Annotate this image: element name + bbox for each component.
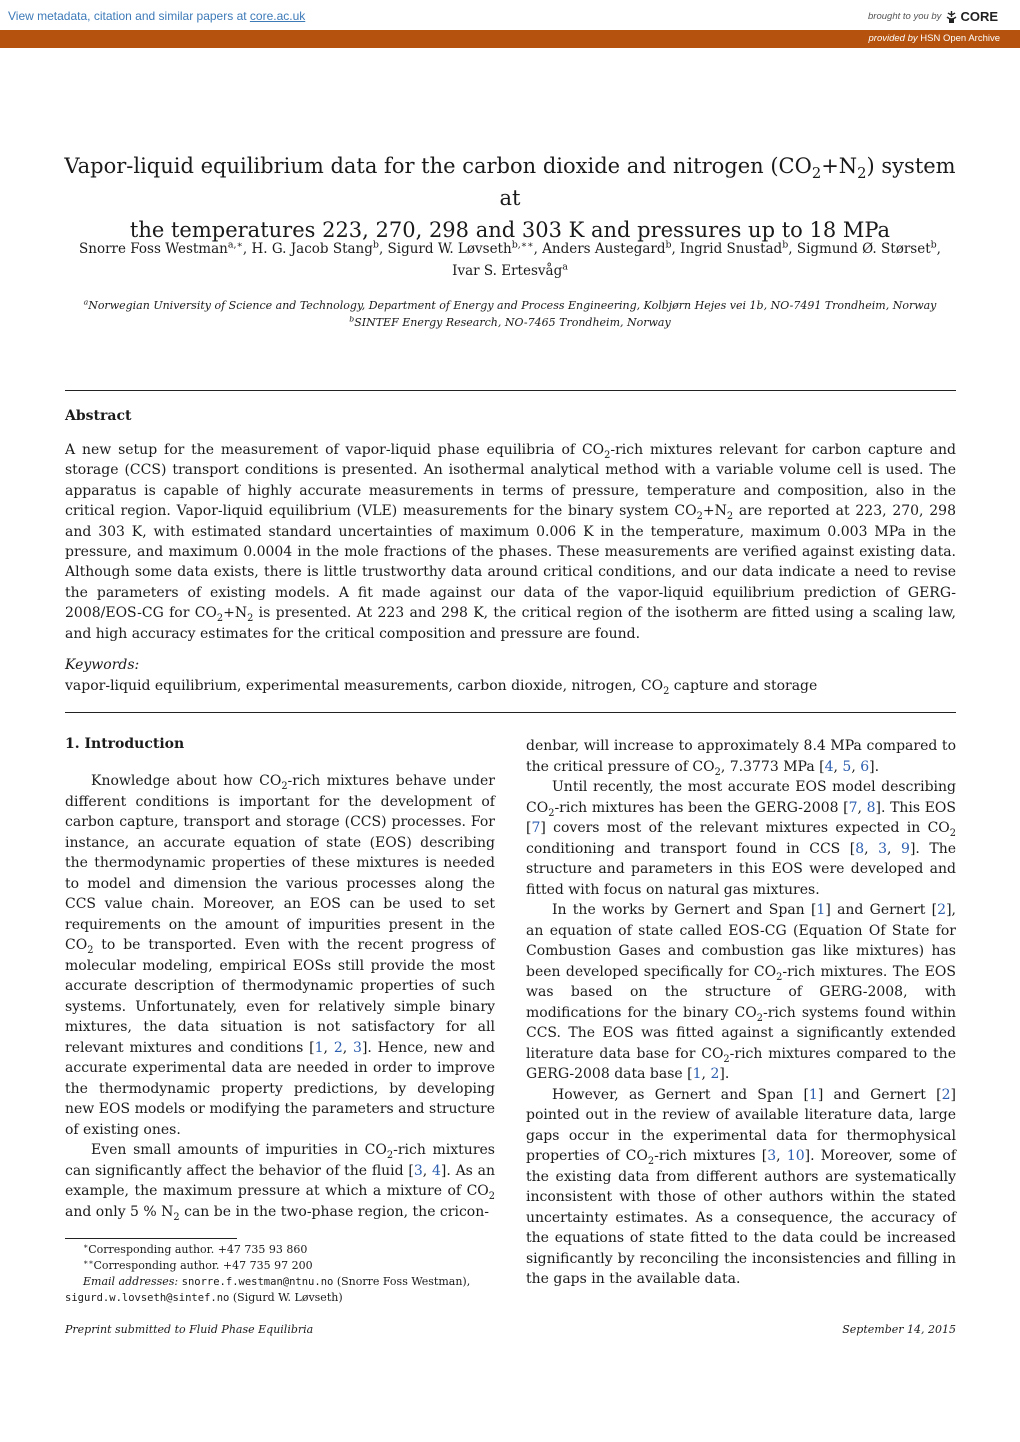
- core-logo-text: CORE: [960, 9, 998, 24]
- author: Snorre Foss Westman$^{a,∗}$,: [79, 239, 252, 257]
- divider: [65, 712, 956, 713]
- keywords-label: Keywords:: [65, 657, 140, 673]
- core-link[interactable]: core.ac.uk: [249, 9, 306, 23]
- footer-submission: Preprint submitted to Fluid Phase Equilibria: [65, 1323, 314, 1336]
- keywords-text: vapor-liquid equilibrium, experimental measurements, carbon dioxide, nitrogen, $CO_2$ capture and storage: [65, 678, 818, 697]
- affiliations: [60, 297, 960, 331]
- author: Sigurd W. Løvseth$^{b,∗∗}$,: [387, 239, 543, 257]
- author: Ivar S. Ertesvåg$^a$: [452, 261, 568, 279]
- brought-by-text: brought to you by: [868, 11, 942, 22]
- provided-by: [869, 33, 1001, 44]
- provided-by-source[interactable]: HSN Open Archive: [920, 33, 1000, 44]
- paper-title: Vapor-liquid equilibrium data for the carbon dioxide and nitrogen $(CO_2+N_2)$ system at the temperatures 223, 270, 298 and 303 K and pressures up to 18 MPa: [64, 154, 956, 242]
- abstract-heading: Abstract: [65, 408, 132, 424]
- author: Sigmund Ø. Størset$^b$,: [796, 239, 941, 257]
- footer-date: September 14, 2015: [842, 1323, 956, 1336]
- author: H. G. Jacob Stang$^b$,: [251, 239, 388, 257]
- footnote-emails: Email addresses: snorre.f.westman@ntnu.no (Snorre Foss Westman), sigurd.w.lovseth@sintef.no (Sigurd W. Løvseth): [65, 1275, 471, 1304]
- core-header: [0, 0, 1020, 30]
- footnote-rule: [65, 1238, 237, 1239]
- email-link[interactable]: snorre.f.westman@ntnu.no: [181, 1276, 334, 1288]
- affiliation: $^b$SINTEF Energy Research, NO-7465 Trondheim, Norway: [349, 314, 671, 329]
- core-brought-by: [868, 9, 998, 24]
- intro-left-column: [65, 771, 495, 1222]
- core-metadata-line: [8, 9, 305, 23]
- footnote: ∗Corresponding author. +47 735 93 860: [83, 1241, 308, 1256]
- core-logo[interactable]: [945, 9, 998, 24]
- core-provided-bar: [0, 30, 1020, 48]
- email-link[interactable]: sigurd.w.lovseth@sintef.no: [65, 1292, 230, 1304]
- paragraph: However, as Gernert and Span [1] and Gernert [2] pointed out in the review of available literature data, large gaps occur in the experimental data for thermophysical properties of $CO_2$-rich mixtures [3, 10]. Moreover, some of the existing data from different authors are systematically inconsistent with those of other authors within the stated uncertainty estimates. As a consequence, the accuracy of the equations of state fitted to the data could be increased significantly by reconciling the inconsistencies and filling in the gaps in the available data.: [526, 1086, 957, 1287]
- footnote: ∗∗Corresponding author. +47 735 97 200: [83, 1257, 313, 1272]
- divider: [65, 390, 956, 391]
- core-logo-icon: [945, 10, 958, 24]
- paragraph: Even small amounts of impurities in $CO_2$-rich mixtures can significantly affect the behavior of the fluid [3, 4]. As an example, the maximum pressure at which a mixture of $CO_2$ and only 5 % $N_2$ can be in the two-phase region, the cricon-: [65, 1142, 495, 1223]
- intro-right-column: [526, 736, 956, 1290]
- author: Anders Austegard$^b$,: [542, 239, 681, 257]
- author-list: [60, 238, 960, 282]
- abstract-text: A new setup for the measurement of vapor-liquid phase equilibria of $CO_2$-rich mixtures relevant for carbon capture and storage (CCS) transport conditions is presented. An isothermal analytical method with a variable volume cell is used. The apparatus is capable of highly accurate measurements in terms of pressure, temperature and composition, also in the critical region. Vapor-liquid equilibrium (VLE) measurements for the binary system $CO_2+N_2$ are reported at 223, 270, 298 and 303 K, with estimated standard uncertainties of maximum 0.006 K in the temperature, maximum 0.003 MPa in the pressure, and maximum 0.0004 in the mole fractions of the phases. These measurements are verified against existing data. Although some data exists, there is little trustworthy data around critical conditions, and our data indicate a need to revise the parameters of existing models. A fit made against our data of the vapor-liquid equilibrium prediction of GERG-2008/EOS-CG for $CO_2+N_2$ is presented. At 223 and 298 K, the critical region of the isotherm are fitted using a scaling law, and high accuracy estimates for the critical composition and pressure are found.: [65, 442, 956, 642]
- section-heading: 1. Introduction: [65, 736, 185, 752]
- metadata-text: View metadata, citation and similar papers at: [8, 9, 250, 23]
- paragraph: denbar, will increase to approximately 8.4 MPa compared to the critical pressure of $CO_2$, 7.3773 MPa [4, 5, 6].: [526, 738, 956, 778]
- paragraph: Until recently, the most accurate EOS model describing $CO_2$-rich mixtures has been the GERG-2008 [7, 8]. This EOS [7] covers most of the relevant mixtures expected in $CO_2$ conditioning and transport found in CCS [8, 3, 9]. The structure and parameters in this EOS were developed and fitted with focus on natural gas mixtures.: [526, 779, 956, 898]
- paragraph: In the works by Gernert and Span [1] and Gernert [2], an equation of state called EOS-CG (Equation Of State for Combustion Gases and combustion gas like mixtures) has been developed specifically for $CO_2$-rich mixtures. The EOS was based on the structure of GERG-2008, with modifications for the binary $CO_2$-rich systems found within CCS. The EOS was fitted against a significantly extended literature data base for $CO_2$-rich mixtures compared to the GERG-2008 data base [1, 2].: [526, 902, 957, 1082]
- author: Ingrid Snustad$^b$,: [680, 239, 797, 257]
- footnotes: [65, 1242, 495, 1306]
- paragraph: Knowledge about how $CO_2$-rich mixtures behave under different conditions is important for the development of carbon capture, transport and storage (CCS) processes. For instance, an accurate equation of state (EOS) describing the thermodynamic properties of these mixtures is needed to model and dimension the various processes along the CCS value chain. Moreover, an EOS can be used to set requirements on the amount of impurities present in the $CO_2$ to be transported. Even with the recent progress of molecular modeling, empirical EOSs still provide the most accurate description of thermodynamic properties of such systems. Unfortunately, even for relatively simple binary mixtures, the data situation is not satisfactory for all relevant mixtures and conditions [1, 2, 3]. Hence, new and accurate experimental data are needed in order to improve the thermodynamic property predictions, by developing new EOS models or modifying the parameters and structure of existing ones.: [65, 773, 496, 1138]
- affiliation: $^a$Norwegian University of Science and Technology, Department of Energy and Process Engineering, Kolbjørn Hejes vei 1b, NO-7491 Trondheim, Norway: [83, 297, 937, 312]
- provided-by-label: provided by: [868, 33, 918, 44]
